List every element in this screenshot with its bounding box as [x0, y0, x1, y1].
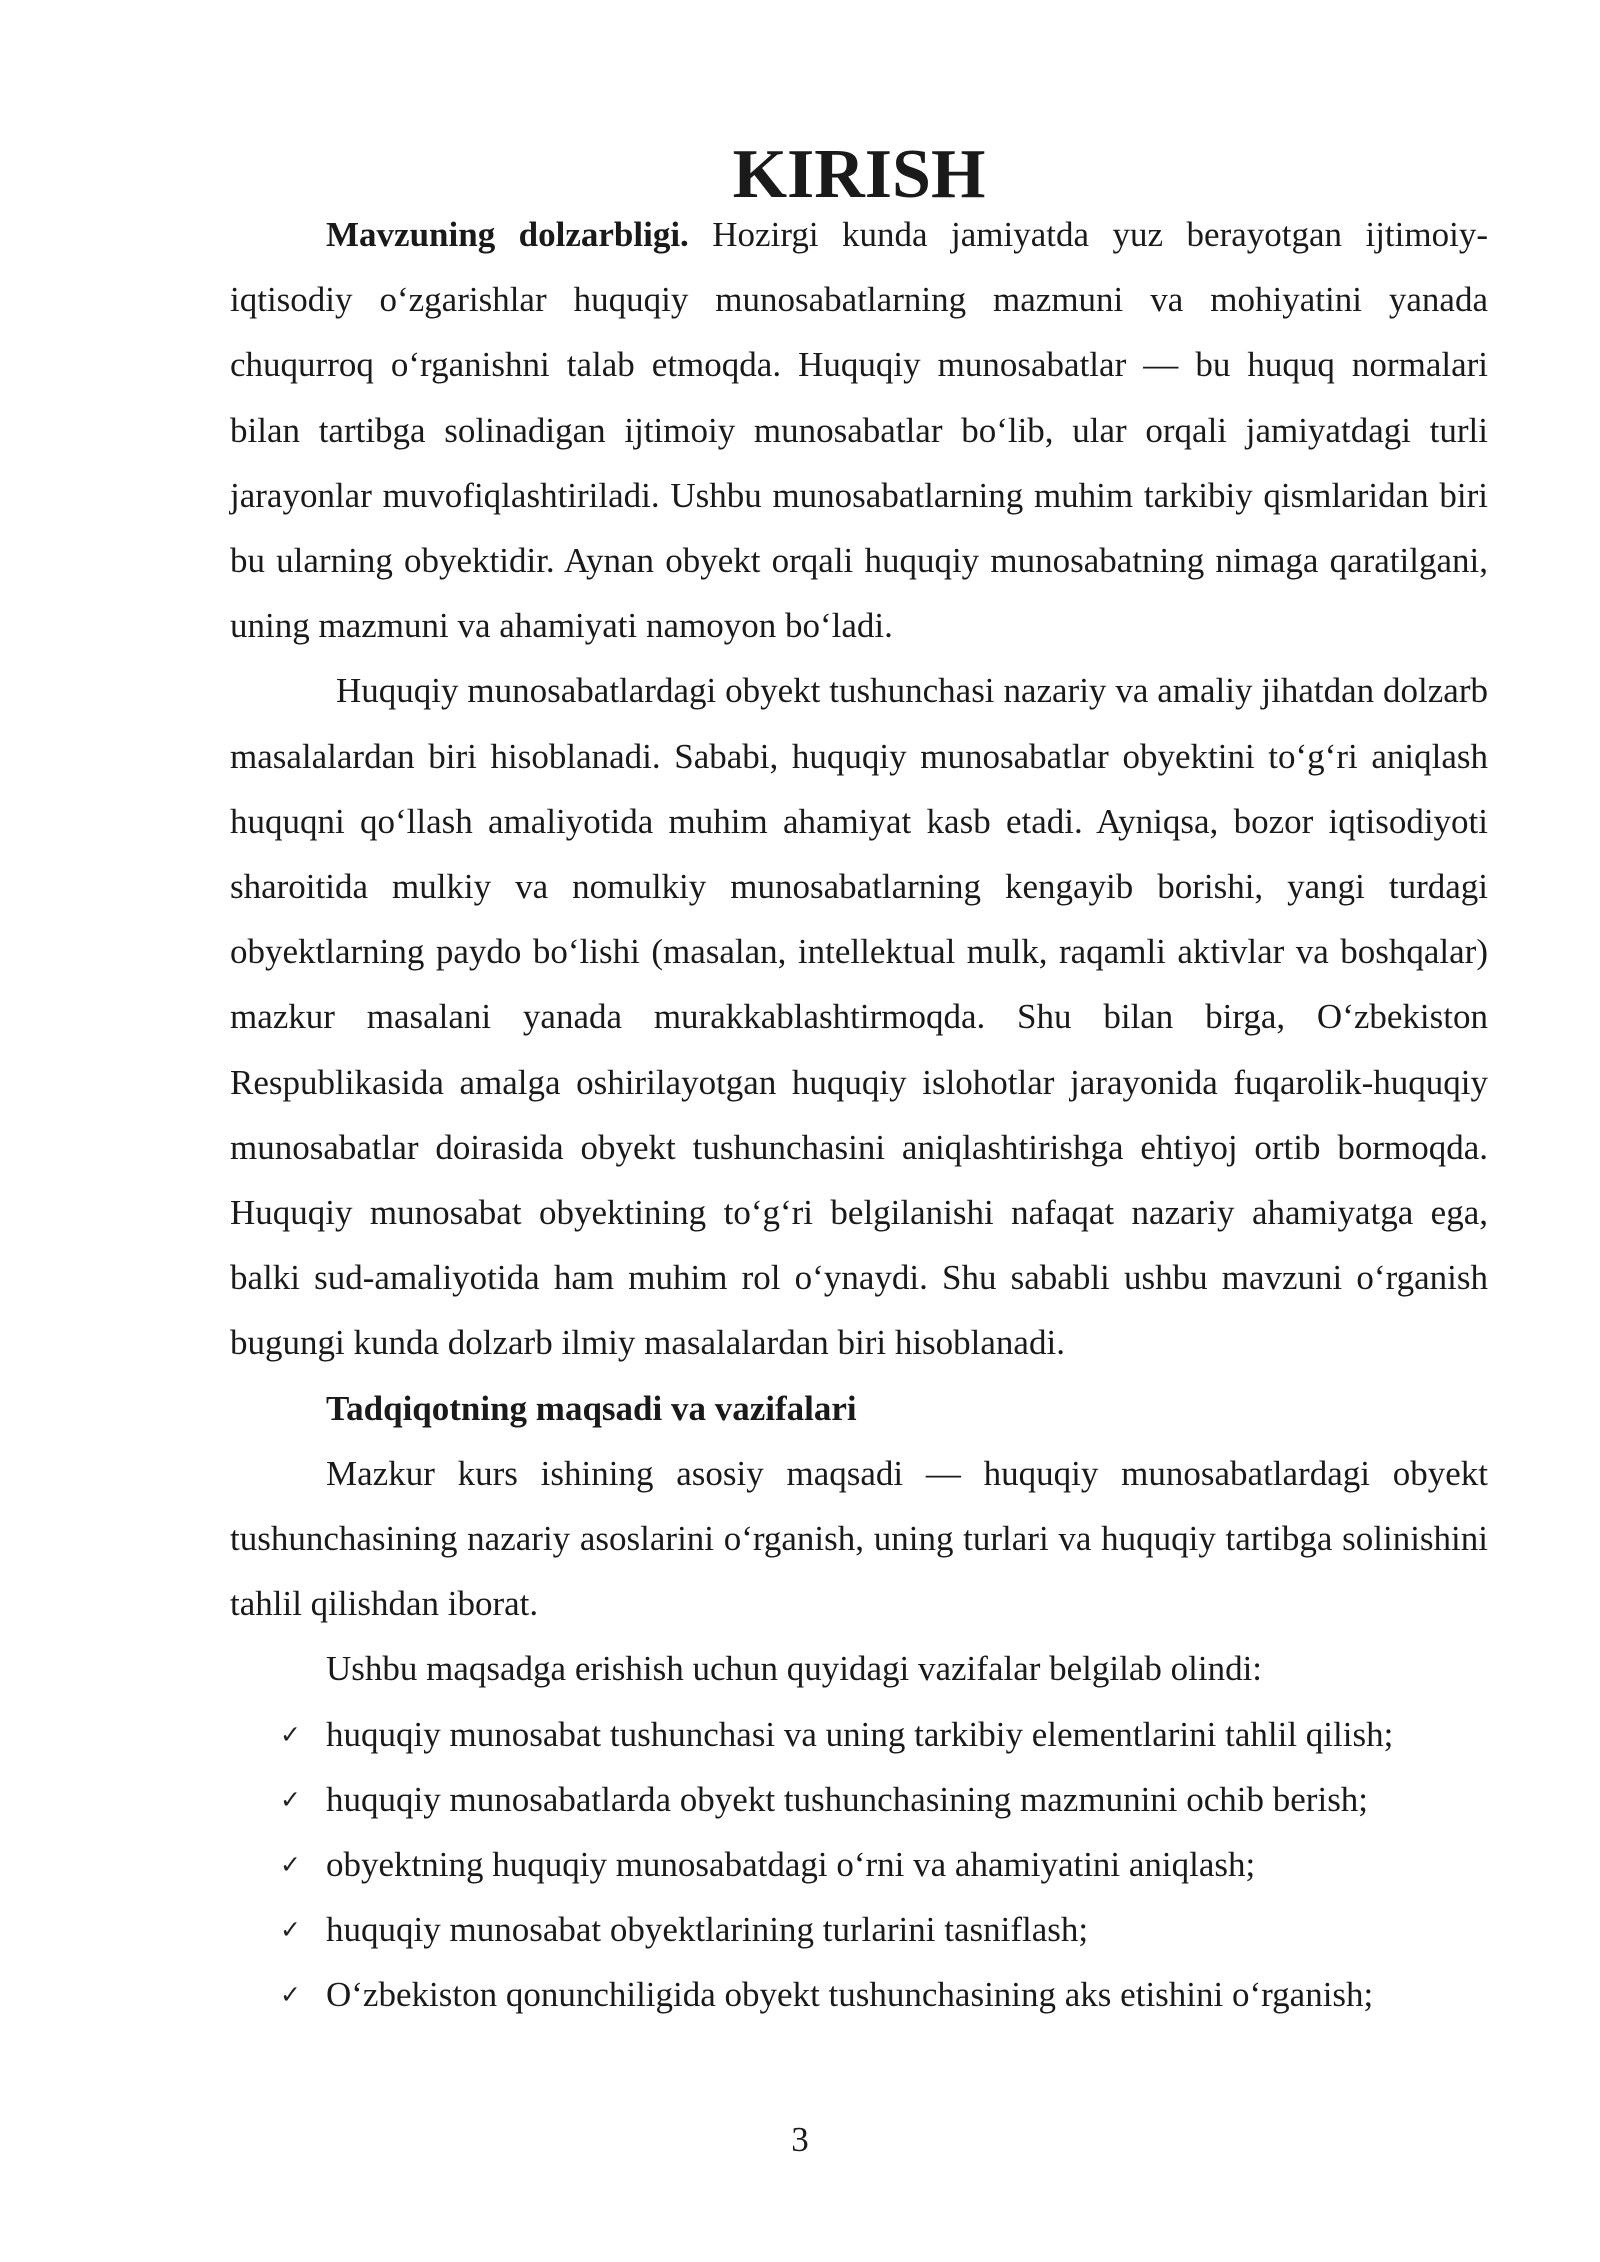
checkmark-icon: ✓	[280, 1784, 301, 1814]
tasks-list	[230, 1702, 1488, 2028]
object-concept-paragraph: Huquqiy munosabatlardagi obyekt tushunchasi nazariy va amaliy jihatdan dolzarb masalalardan biri hisoblanadi. Sababi, huquqiy munosabatlar obyektini to‘g‘ri aniqlash huquqni qo‘llash amaliyotida muhim ahamiyat kasb etadi. Ayniqsa, bozor iqtisodiyoti sharoitida mulkiy va nomulkiy munosabatlarning kengayib borishi, yangi turdagi obyektlarning paydo bo‘lishi (masalan, intellektual mulk, raqamli aktivlar va boshqalar) mazkur masalani yanada murakkablashtirmoqda. Shu bilan birga, O‘zbekiston Respublikasida amalga oshirilayotgan huquqiy islohotlar jarayonida fuqarolik-huquqiy munosabatlar doirasida obyekt tushunchasini aniqlashtirishga ehtiyoj ortib bormoqda. Huquqiy munosabat obyektining to‘g‘ri belgilanishi nafaqat nazariy ahamiyatga ega, balki sud-amaliyotida ham muhim rol o‘ynaydi. Shu sababli ushbu mavzuni o‘rganish bugungi kunda dolzarb ilmiy masalalardan biri hisoblanadi.	[230, 671, 1488, 1363]
list-item	[230, 1897, 1488, 1962]
checkmark-icon: ✓	[280, 1719, 301, 1749]
page-heading: KIRISH	[732, 136, 986, 213]
relevance-text: Hozirgi kunda jamiyatda yuz berayotgan ijtimoiy-iqtisodiy o‘zgarishlar huquqiy munosabatlarning mazmuni va mohiyatini yanada chuqurroq o‘rganishni talab etmoqda. Huquqiy munosabatlar — bu huquq normalari bilan tartibga solinadigan ijtimoiy munosabatlar bo‘lib, ular orqali jamiyatdagi turli jarayonlar muvofiqlashtiriladi. Ushbu munosabatlarning muhim tarkibiy qismlaridan biri bu ularning obyektidir. Aynan obyekt orqali huquqiy munosabatning nimaga qaratilgani, uning mazmuni va ahamiyati namoyon bo‘ladi.	[230, 215, 1488, 646]
checkmark-icon: ✓	[280, 1915, 301, 1945]
task-text: huquqiy munosabat obyektlarining turlarini tasniflash;	[326, 1910, 1089, 1950]
task-text: huquqiy munosabat tushunchasi va uning tarkibiy elementlarini tahlil qilish;	[326, 1714, 1394, 1754]
list-item	[230, 1832, 1488, 1897]
list-item	[230, 1767, 1488, 1832]
goal-paragraph: Mazkur kurs ishining asosiy maqsadi — huquqiy munosabatlardagi obyekt tushunchasining nazariy asoslarini o‘rganish, uning turlari va huquqiy tartibga solinishini tahlil qilishdan iborat.	[230, 1453, 1488, 1624]
page-number: 3	[791, 2120, 809, 2159]
task-text: huquqiy munosabatlarda obyekt tushunchasining mazmunini ochib berish;	[326, 1779, 1369, 1819]
relevance-paragraph	[230, 202, 1488, 658]
tasks-intro: Ushbu maqsadga erishish uchun quyidagi vazifalar belgilab olindi:	[326, 1649, 1263, 1689]
checkmark-icon: ✓	[280, 1980, 301, 2010]
relevance-lead: Mavzuning dolzarbligi.	[326, 215, 689, 254]
list-item	[230, 1702, 1488, 1767]
list-item	[230, 1962, 1488, 2027]
page-content	[230, 136, 1488, 2028]
checkmark-icon: ✓	[280, 1850, 301, 1880]
goals-section-title: Tadqiqotning maqsadi va vazifalari	[326, 1388, 857, 1428]
task-text: O‘zbekiston qonunchiligida obyekt tushunchasining aks etishini o‘rganish;	[326, 1975, 1374, 2015]
task-text: obyektning huquqiy munosabatdagi o‘rni va ahamiyatini aniqlash;	[326, 1845, 1256, 1885]
